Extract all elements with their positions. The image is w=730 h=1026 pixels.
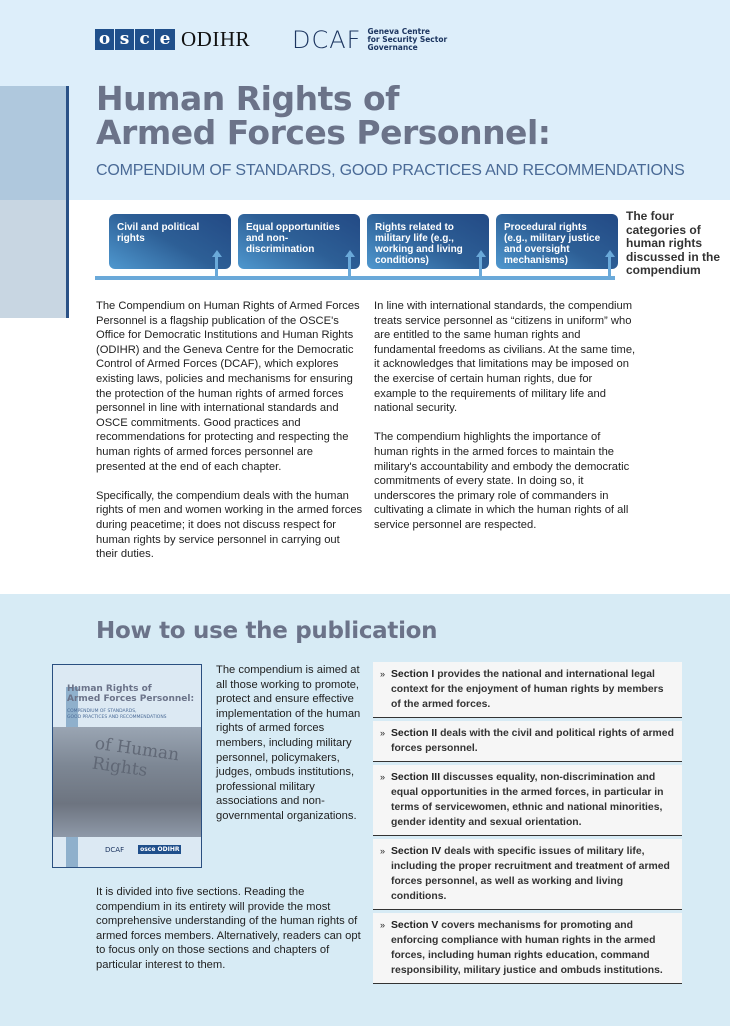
section-description: deals with the civil and political rights of armed forces personnel. [391,728,674,754]
dcaf-logo [292,26,447,54]
section-description: provides the national and international legal context for the enjoyment of human rights by members of the armed forces. [391,669,664,710]
osce-letter: e [159,28,171,49]
section-heading: How to use the publication [96,618,438,644]
structure-paragraph: It is divided into five sections. Reading the compendium in its entirety will provide the most comprehensive understanding of the human rights of armed forces members. Alternatively, readers can opt to focus only on those sections and chapters of particular interest to them. [96,886,361,971]
section-label: Section V [391,920,439,931]
odihr-wordmark: ODIHR [181,26,250,51]
category-equal-opportunities [238,214,360,269]
cover-photo-text: of Human Rights [90,733,181,782]
cover-dcaf-logo: DCAF [105,845,125,854]
bullet-icon: » [380,772,386,782]
category-civil-political [109,214,231,269]
osce-logo-mark [95,29,175,50]
cover-subtitle-line: COMPENDIUM OF STANDARDS, [67,709,137,714]
list-item-section-1 [373,662,682,718]
section-description: discusses equality, non-discrimination and equal opportunities in the armed forces, in particular in terms of servicewomen, ethnic and national minorities, gender identity and sexual orientation. [391,772,664,828]
cover-logos [105,845,181,854]
section-description: deals with specific issues of military life, including the proper recruitment and treatment of armed forces personnel, as well as working and living conditions. [391,846,670,902]
section-description: covers mechanisms for promoting and enforcing compliance with human rights in the armed forces, including human rights education, command responsibility, military justice and ombuds institutions. [391,920,663,976]
intro-left-column [96,299,364,576]
bullet-icon: » [380,669,386,679]
audience-paragraph: The compendium is aimed at all those working to promote, protect and ensure effective implementation of the human rights of armed forces members, including military personnel, policymakers, judges, ombuds institutions, professional military associations and non-governmental organizations. [216,664,361,822]
arrow-up-icon [605,250,615,257]
title-line: Armed Forces Personnel: [96,113,551,152]
connector-stem [215,254,218,276]
cover-subtitle [67,709,167,720]
category-label: Civil and political rights [117,222,200,244]
cover-title [67,685,194,704]
osce-letter: o [95,29,115,50]
sections-list [373,662,682,987]
intro-paragraph: The Compendium on Human Rights of Armed Forces Personnel is a flagship publication of the OSCE's Office for Democratic Institutions and Human Rights (ODIHR) and the Geneva Centre for the Democratic Control of Armed Forces (DCAF), which explores existing laws, policies and mechanisms for ensuring the protection of the human rights of armed forces personnel in line with international standards and OSCE commitments. Good practices and recommendations for protecting and respecting the human rights of armed forces personnel are presented at the end of each chapter. [96,300,360,473]
osce-letter: s [115,29,135,50]
bullet-icon: » [380,920,386,930]
cover-title-line: Human Rights of [67,684,152,694]
intro-paragraph: In line with international standards, the compendium treats service personnel as “citizens in uniform” who are entitled to the same human rights and fundamental freedoms as civilians. At the same time, it acknowledges that limitations may be imposed on the exercise of certain human rights, due for example to the requirements of military life and national security. [374,300,636,415]
arrow-up-icon [476,250,486,257]
vertical-rule [66,86,69,318]
osce-odihr-logo [95,28,250,50]
intro-right-column [374,299,636,547]
list-item-section-4 [373,839,682,910]
section-label: Section I [391,669,435,680]
dcaf-tagline-line: for Security Sector [367,35,448,44]
bullet-icon: » [380,846,386,856]
category-label: Procedural rights (e.g., military justice and oversight mechanisms) [504,222,601,266]
cover-title-line: Armed Forces Personnel: [67,693,195,704]
arrow-up-icon [212,250,222,257]
publication-cover-image [52,664,202,868]
connector-stem [348,254,351,276]
osce-letter: c [135,29,155,50]
decorative-side-block [0,200,66,318]
dcaf-wordmark: DCAF [292,26,362,54]
arrow-up-icon [345,250,355,257]
list-item-section-3 [373,765,682,836]
list-item-section-5 [373,913,682,984]
list-item-section-2 [373,721,682,762]
page-subtitle: COMPENDIUM OF STANDARDS, GOOD PRACTICES AND RECOMMENDATIONS [96,162,685,179]
intro-paragraph: Specifically, the compendium deals with the human rights of men and women working in the armed forces during peacetime; it does not discuss respect for human rights by service personnel in carrying out their duties. [96,489,363,561]
cover-subtitle-line: GOOD PRACTICES AND RECOMMENDATIONS [67,714,167,720]
intro-paragraph: The compendium highlights the importance of human rights in the armed forces to maintain the military's accountability and embody the democratic commitments of every state. In doing so, it underscores the primary role of commanders in cultivating a climate in which the human rights of all service personnel are respected. [374,431,630,531]
connector-stem [608,254,611,276]
category-procedural [496,214,618,269]
categories-diagram [95,200,730,290]
dcaf-tagline-line: Geneva Centre [367,27,430,36]
section-label: Section II [391,728,438,739]
categories-caption: The four categories of human rights discussed in the compendium [626,209,721,277]
section-label: Section IV [391,846,442,857]
page-title [96,79,551,152]
cover-osce-logo: osce ODIHR [140,846,180,853]
category-military-life [367,214,489,269]
category-label: Rights related to military life (e.g., working and living conditions) [375,222,463,266]
bullet-icon: » [380,728,386,738]
decorative-side-block [0,86,66,200]
section-label: Section III [391,772,441,783]
dcaf-tagline [367,28,447,52]
category-label: Equal opportunities and non-discrimination [246,222,340,255]
title-line: Human Rights of [96,79,400,118]
connector-stem [479,254,482,276]
connector-line [95,276,615,280]
dcaf-tagline-line: Governance [367,43,418,52]
